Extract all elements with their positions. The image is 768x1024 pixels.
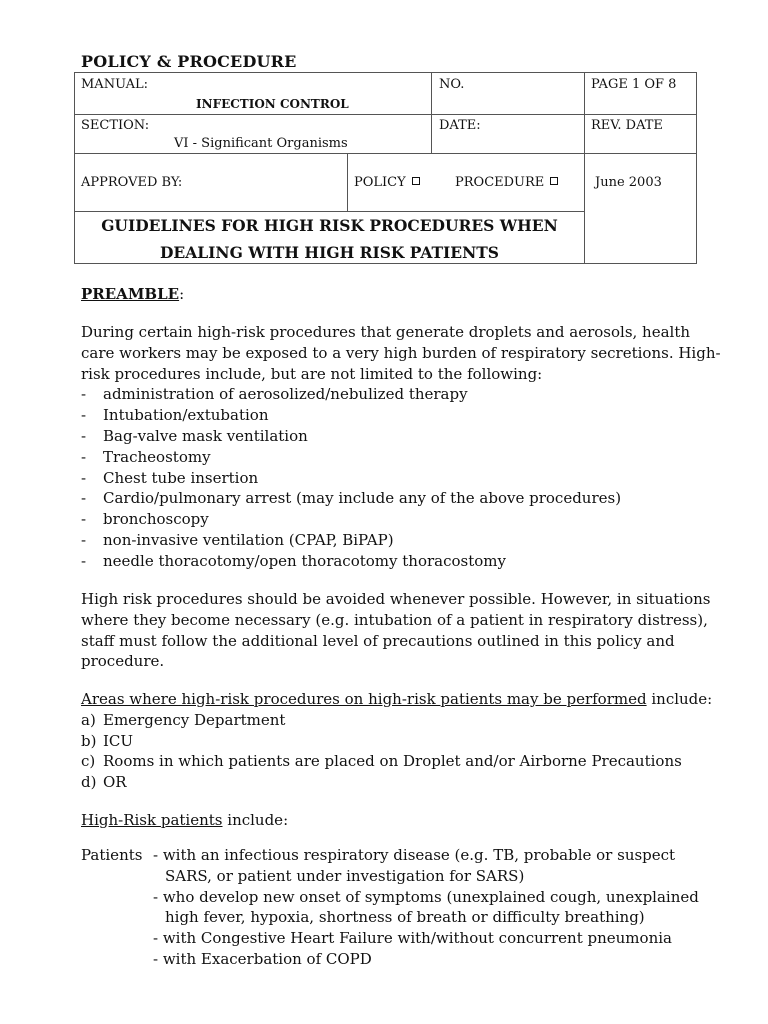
paragraph-line: procedure.	[81, 652, 165, 671]
avoidance-paragraph	[81, 589, 711, 672]
bullet-marker: -	[81, 530, 87, 549]
table-rule	[431, 73, 432, 153]
areas-section	[81, 689, 713, 793]
bullet-marker: -	[81, 489, 87, 508]
list-item: - Cardio/pulmonary arrest (may include any of the above procedures)	[81, 489, 622, 508]
patients-section	[81, 845, 701, 970]
table-rule	[75, 153, 696, 154]
list-item: - Chest tube insertion	[81, 468, 259, 487]
patient-criterion: - with Congestive Heart Failure with/without concurrent pneumonia	[153, 929, 672, 948]
page-indicator: PAGE 1 OF 8	[591, 77, 677, 92]
patients-lead: Patients	[81, 846, 143, 864]
list-marker: d)	[81, 773, 97, 792]
section-label: SECTION:	[81, 118, 150, 133]
bullet-marker: -	[81, 406, 87, 425]
list-item: - administration of aerosolized/nebulized therapy	[81, 385, 468, 404]
paragraph-line: risk procedures include, but are not limited to the following:	[81, 364, 543, 383]
manual-label: MANUAL:	[81, 77, 149, 92]
patient-criterion-continued: SARS, or patient under investigation for SARS)	[165, 866, 525, 885]
paragraph-line: staff must follow the additional level of precautions outlined in this policy and	[81, 631, 675, 650]
policy-label: POLICY	[354, 175, 406, 190]
list-item: - bronchoscopy	[81, 510, 209, 529]
bullet-marker: -	[81, 551, 87, 570]
table-rule	[347, 153, 348, 211]
list-marker: c)	[81, 752, 96, 771]
manual-value: INFECTION CONTROL	[196, 97, 349, 111]
list-marker: b)	[81, 731, 97, 750]
list-item: - Tracheostomy	[81, 447, 211, 466]
date-label: DATE:	[439, 118, 481, 133]
section-value: VI - Significant Organisms	[174, 136, 348, 151]
list-item: a) Emergency Department	[81, 710, 286, 729]
paragraph-line: High risk procedures should be avoided whenever possible. However, in situations	[81, 590, 711, 608]
patient-criterion-continued: high fever, hypoxia, shortness of breath or difficulty breathing)	[165, 908, 645, 927]
list-item: b) ICU	[81, 731, 134, 750]
paragraph-line: where they become necessary (e.g. intubation of a patient in respiratory distress),	[81, 610, 708, 629]
policy-option	[354, 175, 420, 190]
approved-by-label: APPROVED BY:	[81, 175, 183, 190]
preamble-title: PREAMBLE	[81, 285, 180, 303]
patient-criterion: - with an infectious respiratory disease (e.g. TB, probable or suspect	[153, 846, 676, 864]
title-line: GUIDELINES FOR HIGH RISK PROCEDURES WHEN	[101, 216, 558, 235]
list-item: - Intubation/extubation	[81, 406, 269, 425]
table-rule	[75, 114, 696, 115]
bullet-marker: -	[81, 426, 87, 445]
preamble-section	[81, 322, 721, 572]
paragraph-line: During certain high-risk procedures that generate droplets and aerosols, health	[81, 323, 691, 341]
bullet-marker: -	[81, 468, 87, 487]
checkbox-icon	[412, 177, 420, 185]
preamble-heading	[81, 284, 701, 305]
procedure-label: PROCEDURE	[455, 175, 545, 190]
preamble-colon: :	[179, 285, 185, 303]
list-marker: a)	[81, 710, 96, 729]
list-item: c) Rooms in which patients are placed on Droplet and/or Airborne Precautions	[81, 752, 682, 771]
revision-date-label: REV. DATE	[591, 118, 663, 133]
header-table	[74, 72, 697, 264]
document-title	[75, 212, 584, 266]
list-item: d) OR	[81, 773, 127, 792]
list-item: - needle thoracotomy/open thoracotomy thoracostomy	[81, 551, 506, 570]
procedure-option	[455, 175, 558, 190]
areas-heading: Areas where high-risk procedures on high-risk patients may be performed include:	[81, 690, 713, 708]
list-item: - Bag-valve mask ventilation	[81, 426, 308, 445]
table-rule	[584, 73, 585, 263]
paragraph-line: care workers may be exposed to a very high burden of respiratory secretions. High-	[81, 343, 721, 362]
patient-criterion: - with Exacerbation of COPD	[153, 949, 372, 968]
patients-heading: High-Risk patients include:	[81, 811, 289, 829]
date-value: June 2003	[595, 175, 662, 190]
bullet-marker: -	[81, 447, 87, 466]
document-heading: POLICY & PROCEDURE	[81, 52, 297, 71]
bullet-marker: -	[81, 385, 87, 404]
title-line: DEALING WITH HIGH RISK PATIENTS	[159, 243, 500, 262]
list-item: - non-invasive ventilation (CPAP, BiPAP)	[81, 530, 394, 549]
bullet-marker: -	[81, 510, 87, 529]
number-label: NO.	[439, 77, 465, 92]
patient-criterion: - who develop new onset of symptoms (unexplained cough, unexplained	[153, 887, 699, 906]
checkbox-icon	[550, 177, 558, 185]
